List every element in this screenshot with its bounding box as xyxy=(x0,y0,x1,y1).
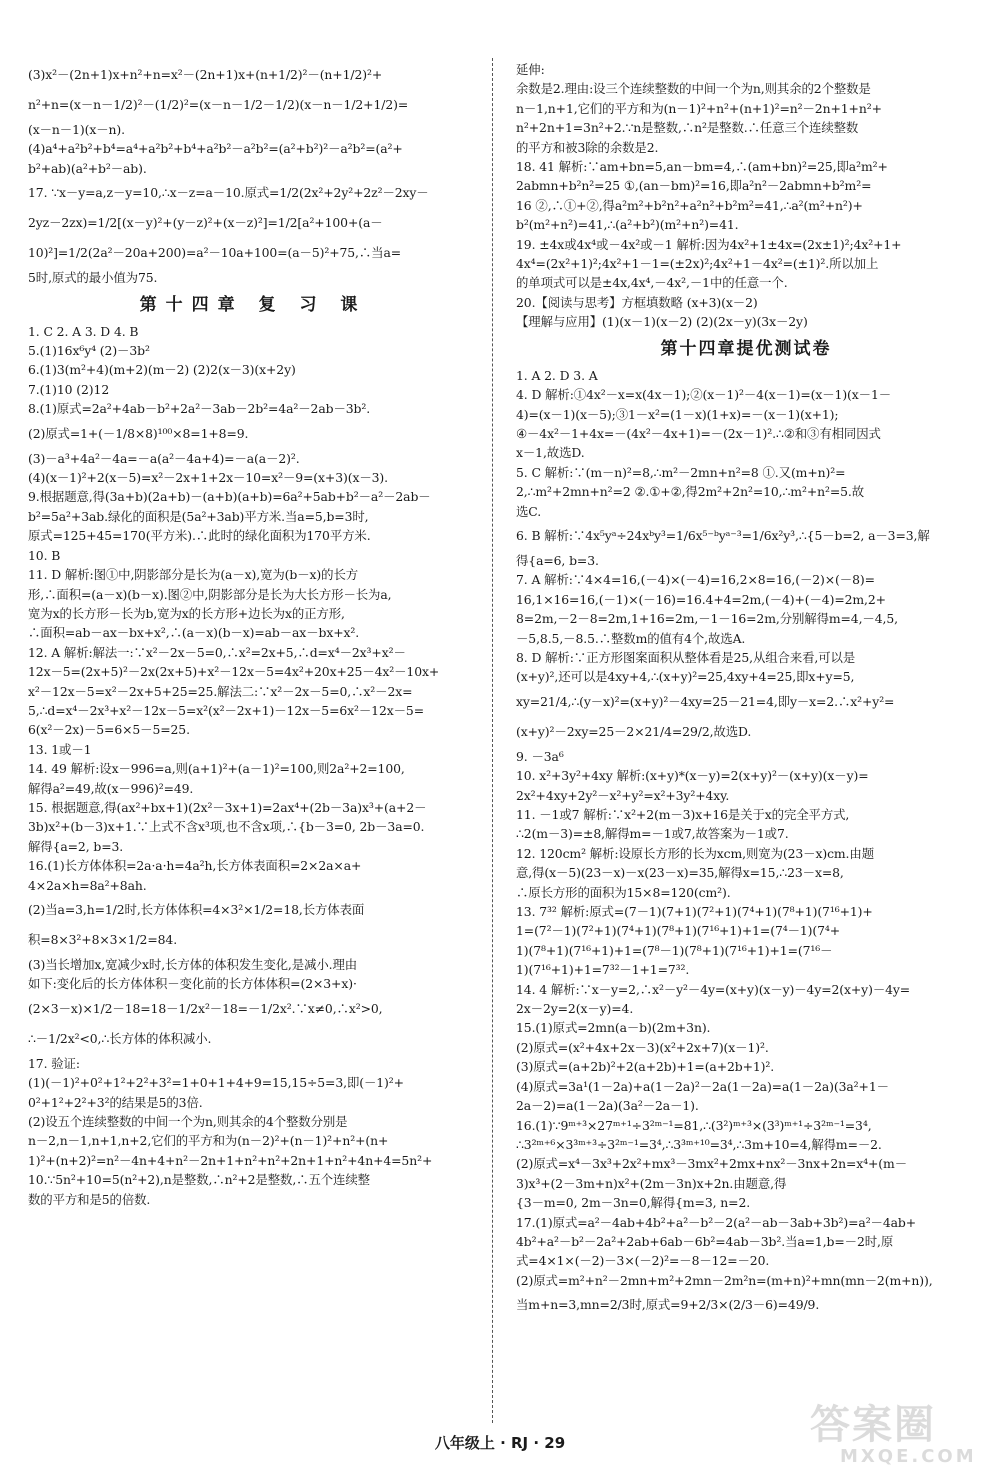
answer-line: 解得{a=2, b=3. xyxy=(28,838,124,854)
answer-line: 式=4×1×(－2)－3×(－2)²=－8－12=－20. xyxy=(516,1253,770,1269)
answer-line: 18. 41 解析:∵am+bn=5,an－bm=4,∴(am+bn)²=25,即a²m²+ xyxy=(516,159,888,175)
answer-line: 20.【阅读与思考】方框填数略 (x+3)(x－2) xyxy=(516,294,758,310)
answer-line: 10)²]=1/2(2a²－20a+200)=a²－10a+100=(a－5)²+75,∴当a= xyxy=(28,245,402,261)
answer-line: (2)原式=x⁴－3x³+2x²+mx³－3mx²+2mx+nx²－3nx+2n=x⁴+(m－ xyxy=(516,1156,907,1172)
answer-line: 7.(1)10 (2)12 xyxy=(28,381,110,397)
answer-line: (2)原式=1+(－1/8×8)¹⁰⁰×8=1+8=9. xyxy=(28,425,249,441)
answer-line: ∴2(m－3)=±8,解得m=－1或7,故答案为－1或7. xyxy=(516,826,789,842)
answer-line: (3)x²－(2n+1)x+n²+n=x²－(2n+1)x+(n+1/2)²－(n+1/2)²+ xyxy=(28,67,383,82)
answer-line: 14. 49 解析:设x－996=a,则(a+1)²+(a－1)²=100,则2a²+2=100, xyxy=(28,761,405,777)
answer-line: 1. A 2. D 3. A xyxy=(516,367,598,383)
answer-line: 2a－2)=a(1－2a)(3a²－2a－1). xyxy=(516,1098,699,1114)
answer-line: {3－m=0, 2m－3n=0,解得{m=3, n=2. xyxy=(516,1195,751,1211)
answer-line: 2,∴m²+2mn+n²=2 ②.①+②,得2m²+2n²=10,∴m²+n²=5.故 xyxy=(516,484,865,500)
answer-line: 15.(1)原式=2mn(a－b)(2m+3n). xyxy=(516,1020,711,1036)
answer-line: 16,1×16=16,(－1)×(－16)=16.4+4=2m,(－4)+(－4)=2m,2+ xyxy=(516,591,886,607)
answer-line: (x－n－1)(x－n). xyxy=(28,122,125,137)
answer-line: (4)原式=3a¹(1－2a)+a(1－2a)²－2a(1－2a)=a(1－2a)(3a²+1－ xyxy=(516,1078,889,1094)
answer-line: 当m+n=3,mn=2/3时,原式=9+2/3×(2/3－6)=49/9. xyxy=(516,1297,820,1313)
answer-line: ∴－1/2x²<0,∴长方体的体积减小. xyxy=(28,1030,212,1046)
answer-line: 的单项式可以是±4x,4x⁴,－4x²,－1中的任意一个. xyxy=(516,275,788,291)
answer-line: (2)原式=m²+n²－2mn+m²+2mn－2m²n=(m+n)²+mn(mn－2(m+n)), xyxy=(516,1272,933,1288)
answer-line: 11. D 解析:图①中,阴影部分是长为(a－x),宽为(b－x)的长方 xyxy=(28,567,359,583)
answer-line: (3)当长增加x,宽减少x时,长方体的体积发生变化,是减小.理由 xyxy=(28,957,358,972)
answer-line: x－1,故选D. xyxy=(516,445,585,461)
answer-line: (2)设五个连续整数的中间一个为n,则其余的4个整数分别是 xyxy=(28,1114,348,1130)
answer-line: 数的平方和是5的倍数. xyxy=(28,1191,151,1207)
column-divider xyxy=(492,58,493,1423)
answer-line: 14. 4 解析:∵x－y=2,∴x²－y²－4y=(x+y)(x－y)－4y=2(x+y)－4y= xyxy=(516,981,911,997)
answer-line: 8. D 解析:∵正方形图案面积从整体看是25,从组合来看,可以是 xyxy=(516,649,856,665)
answer-line: 12x－5=(2x+5)²－2x(2x+5)+x²－12x－5=4x²+20x+25－4x²－10x+ xyxy=(28,664,440,680)
answer-line: －5,8.5,－8.5.∴整数m的值有4个,故选A. xyxy=(516,630,746,646)
answer-line: n－1,n+1,它们的平方和为(n－1)²+n²+(n+1)²=n²－2n+1+n²+ xyxy=(516,100,882,116)
answer-line: b²=5a²+3ab.绿化的面积是(5a²+3ab)平方米.当a=5,b=3时, xyxy=(28,508,369,524)
watermark-logo xyxy=(810,1403,990,1473)
answer-line: ∴3²ᵐ⁺⁶×3³ᵐ⁺³÷3²ᵐ⁻¹=3⁴,∴3³ᵐ⁺¹⁰=3⁴,∴3m+10=4,解得m=－2. xyxy=(516,1136,882,1152)
answer-line: 5. C 解析:∵(m－n)²=8,∴m²－2mn+n²=8 ①.又(m+n)²= xyxy=(516,464,846,480)
answer-line: (2)原式=(x²+4x+2x－3)(x²+2x+7)(x－1)². xyxy=(516,1039,769,1055)
answer-line: 2abmn+b²n²=25 ①,(an－bm)²=16,即a²n²－2abmn+b²m²= xyxy=(516,178,872,194)
watermark-text-en: MXQE.COM xyxy=(840,1446,977,1467)
section-title: 第十四章提优测试卷 xyxy=(660,338,832,359)
answer-line: 10. B xyxy=(28,547,61,563)
answer-line: 5时,原式的最小值为75. xyxy=(28,270,158,286)
answer-line: x²－12x－5=x²－2x+5+25=25.解法二:∵x²－2x－5=0,∴x²－2x= xyxy=(28,683,413,699)
answer-line: 原式=125+45=170(平方米).∴此时的绿化面积为170平方米. xyxy=(28,528,371,544)
answer-line: 1=(7²－1)(7²+1)(7⁴+1)(7⁸+1)(7¹⁶+1)+1=(7⁴－1)(7⁴+ xyxy=(516,923,841,939)
answer-line: 2x²+4xy+2y²－x²+y²=x²+3y²+4xy. xyxy=(516,787,730,803)
answer-line: n²+n=(x－n－1/2)²－(1/2)²=(x－n－1/2－1/2)(x－n－1/2+1/2)= xyxy=(28,97,409,112)
answer-line: 2x－2y=2(x－y)=4. xyxy=(516,1001,634,1017)
watermark-text-cn: 答案圈 xyxy=(810,1402,936,1448)
answer-line: 4b²+a²－b²－2a²+2ab+6ab－6b²=4ab－3b².当a=1,b=－2时,原 xyxy=(516,1233,894,1249)
answer-line: 4)=(x－1)(x－5);③1－x²=(1－x)(1+x)=－(x－1)(x+1); xyxy=(516,406,839,422)
answer-line: 16.(1)长方体体积=2a·a·h=4a²h,长方体表面积=2×2a×a+ xyxy=(28,858,362,874)
answer-line: 12. A 解析:解法一:∵x²－2x－5=0,∴x²=2x+5,∴d=x⁴－2x³+x²－ xyxy=(28,644,406,660)
answer-line: 13. 1或－1 xyxy=(28,741,92,757)
answer-line: 1)(7¹⁶+1)+1=7³²－1+1=7³². xyxy=(516,962,690,978)
answer-line: 得{a=6, b=3. xyxy=(516,552,599,568)
answer-line: 如下:变化后的长方体体积－变化前的长方体体积=(2×3+x)· xyxy=(28,976,357,992)
answer-line: xy=21/4,∴(y－x)²=(x+y)²－4xy=25－21=4,即y－x=2.∴x²+y²= xyxy=(516,693,895,709)
answer-line: 10.∵5n²+10=5(n²+2),n是整数,∴n²+2是整数,∴五个连续整 xyxy=(28,1172,370,1188)
answer-line: n²+2n+1=3n²+2.∵n是整数,∴n²是整数.∴任意三个连续整数 xyxy=(516,120,859,136)
answer-line: 3)x³+(2－3m+n)x²+(2m－3n)x+2n.由题意,得 xyxy=(516,1175,787,1191)
answer-line: 9.根据题意,得(3a+b)(2a+b)－(a+b)(a+b)=6a²+5ab+b²－a²－2ab－ xyxy=(28,489,431,505)
answer-line: (4)(x－1)²+2(x－5)=x²－2x+1+2x－10=x²－9=(x+3)(x－3). xyxy=(28,470,389,486)
answer-line: (2)当a=3,h=1/2时,长方体体积=4×3²×1/2=18,长方体表面 xyxy=(28,902,365,917)
answer-line: 形,∴面积=(a－x)(b－x).图②中,阴影部分是长为大长方形－长为a, xyxy=(28,586,392,602)
answer-line: 0²+1²+2²+3²的结果是5的3倍. xyxy=(28,1094,203,1110)
answer-line: ④－4x²－1+4x=－(4x²－4x+1)=－(2x－1)².∴②和③有相同因式 xyxy=(516,425,881,441)
answer-line: 2yz－2zx)=1/2[(x－y)²+(y－z)²+(x－z)²]=1/2[a²+100+(a－ xyxy=(28,215,383,231)
answer-line: 5.(1)16x⁶y⁴ (2)－3b² xyxy=(28,343,150,359)
answer-line: 8.(1)原式=2a²+4ab－b²+2a²－3ab－2b²=4a²－2ab－3b². xyxy=(28,401,371,417)
answer-line: (2×3－x)×1/2－18=18－1/2x²－18=－1/2x².∵x≠0,∴x²>0, xyxy=(28,1000,383,1016)
answer-line: 17.(1)原式=a²－4ab+4b²+a²－b²－2(a²－ab－3ab+3b²)=a²－4ab+ xyxy=(516,1214,917,1230)
answer-line: 16 ②,∴①+②,得a²m²+b²n²+a²n²+b²m²=41,∴a²(m²+n²)+ xyxy=(516,197,863,213)
answer-line: (x+y)²－2xy=25－2×21/4=29/2,故选D. xyxy=(516,723,752,739)
answer-line: 1. C 2. A 3. D 4. B xyxy=(28,323,139,339)
answer-line: 积=8×3²+8×3×1/2=84. xyxy=(28,932,178,947)
answer-line: ∴面积=ab－ax－bx+x²,∴(a－x)(b－x)=ab－ax－bx+x². xyxy=(28,625,360,641)
answer-line: (1)(－1)²+0²+1²+2²+3²=1+0+1+4+9=15,15÷5=3,即(－1)²+ xyxy=(28,1075,404,1091)
answer-line: 延伸: xyxy=(516,62,545,77)
answer-line: 余数是2.理由:设三个连续整数的中间一个为n,则其余的2个整数是 xyxy=(516,81,871,97)
answer-line: 8=2m,－2－8=2m,1+16=2m,－1－16=2m,分别解得m=4,－4,5, xyxy=(516,611,898,627)
answer-line: 13. 7³² 解析:原式=(7－1)(7+1)(7²+1)(7⁴+1)(7⁸+1)(7¹⁶+1)+ xyxy=(516,904,873,920)
answer-line: 17. 验证: xyxy=(28,1055,80,1071)
answer-line: (4)a⁴+a²b²+b⁴=a⁴+a²b²+b⁴+a²b²－a²b²=(a²+b²)²－a²b²=(a²+ xyxy=(28,141,403,157)
answer-line: 12. 120cm² 解析:设原长方形的长为xcm,则宽为(23－x)cm.由题 xyxy=(516,845,874,861)
answer-line: 11. －1或7 解析:∵x²+2(m－3)x+16是关于x的完全平方式, xyxy=(516,807,850,822)
answer-line: 4x⁴=(2x²+1)²;4x²+1－1=(±2x)²;4x²+1－4x²=(±1)².所以加上 xyxy=(516,256,879,272)
answer-line: 10. x²+3y²+4xy 解析:(x+y)*(x－y)=2(x+y)²－(x+y)(x－y)= xyxy=(516,768,869,784)
answer-line: b²+ab)(a²+b²－ab). xyxy=(28,160,147,176)
answer-line: 解得a²=49,故(x－996)²=49. xyxy=(28,780,194,796)
right-column xyxy=(516,60,976,1409)
answer-line: 16.(1)∵9ᵐ⁺³×27ᵐ⁺¹÷3²ᵐ⁻¹=81,∴(3²)ᵐ⁺³×(3³)ᵐ⁺¹÷3²ᵐ⁻¹=3⁴, xyxy=(516,1117,872,1133)
section-title: 第十四章 复 习 课 xyxy=(139,294,367,315)
answer-line: 9. －3a⁶ xyxy=(516,748,564,764)
answer-line: (x+y)²,还可以是4xy+4,∴(x+y)²=25,4xy+4=25,即x+y=5, xyxy=(516,669,855,685)
answer-line: 6.(1)3(m²+4)(m+2)(m－2) (2)2(x－3)(x+2y) xyxy=(28,362,296,378)
answer-line: 4×2a×h=8a²+8ah. xyxy=(28,877,147,893)
answer-line: b²(m²+n²)=41,∴(a²+b²)(m²+n²)=41. xyxy=(516,217,739,233)
answer-line: 意,得(x－5)(23－x)－x(23－x)=35,解得x=15,∴23－x=8, xyxy=(516,865,844,881)
left-column xyxy=(28,60,478,1409)
answer-line: 5,∴d=x⁴－2x³+x²－12x－5=x²(x²－2x+1)－12x－5=6x²－12x－5= xyxy=(28,702,424,718)
answer-line: 1)²+(n+2)²=n²－4n+4+n²－2n+1+n²+n²+2n+1+n²+4n+4=5n²+ xyxy=(28,1152,433,1168)
answer-line: n－2,n－1,n+1,n+2,它们的平方和为(n－2)²+(n－1)²+n²+(n+ xyxy=(28,1133,389,1149)
answer-line: 7. A 解析:∵4×4=16,(－4)×(－4)=16,2×8=16,(－2)×(－8)= xyxy=(516,572,875,588)
answer-line: 6. B 解析:∵4x⁵yᵃ÷24xᵇy³=1/6x⁵⁻ᵇyᵃ⁻³=1/6x²y³,∴{5－b=2, a－3=3,解 xyxy=(516,527,930,543)
answer-line: 6(x²－2x)－5=6×5－5=25. xyxy=(28,722,190,738)
answer-line: 1)(7⁸+1)(7¹⁶+1)+1=(7⁸－1)(7⁸+1)(7¹⁶+1)+1=(7¹⁶－ xyxy=(516,942,833,958)
answer-line: 的平方和被3除的余数是2. xyxy=(516,139,659,155)
answer-line: 宽为x的长方形－长为b,宽为x的长方形+边长为x的正方形, xyxy=(28,605,345,621)
answer-line: 4. D 解析:①4x²－x=x(4x－1);②(x－1)²－4(x－1)=(x－1)(x－1－ xyxy=(516,387,892,403)
answer-line: ∴原长方形的面积为15×8=120(cm²). xyxy=(516,884,731,900)
answer-line: (3)－a³+4a²－4a=－a(a²－4a+4)=－a(a－2)². xyxy=(28,450,300,466)
page-footer: 八年级上 · RJ · 29 xyxy=(434,1434,566,1452)
answer-line: 3b)x²+(b－3)x+1.∵上式不含x³项,也不含x项,∴{b－3=0, 2b－3a=0. xyxy=(28,819,425,835)
answer-line: 19. ±4x或4x⁴或－4x²或－1 解析:因为4x²+1±4x=(2x±1)²;4x²+1+ xyxy=(516,236,902,252)
answer-line: 15. 根据题意,得(ax²+bx+1)(2x²－3x+1)=2ax⁴+(2b－3a)x³+(a+2－ xyxy=(28,799,427,815)
answer-line: 【理解与应用】(1)(x－1)(x－2) (2)(2x－y)(3x－2y) xyxy=(516,314,808,330)
answer-line: 17. ∵x－y=a,z－y=10,∴x－z=a－10.原式=1/2(2x²+2y²+2z²－2xy－ xyxy=(28,185,429,201)
answer-line: 选C. xyxy=(516,503,542,519)
answer-line: (3)原式=(a+2b)²+2(a+2b)+1=(a+2b+1)². xyxy=(516,1059,775,1075)
